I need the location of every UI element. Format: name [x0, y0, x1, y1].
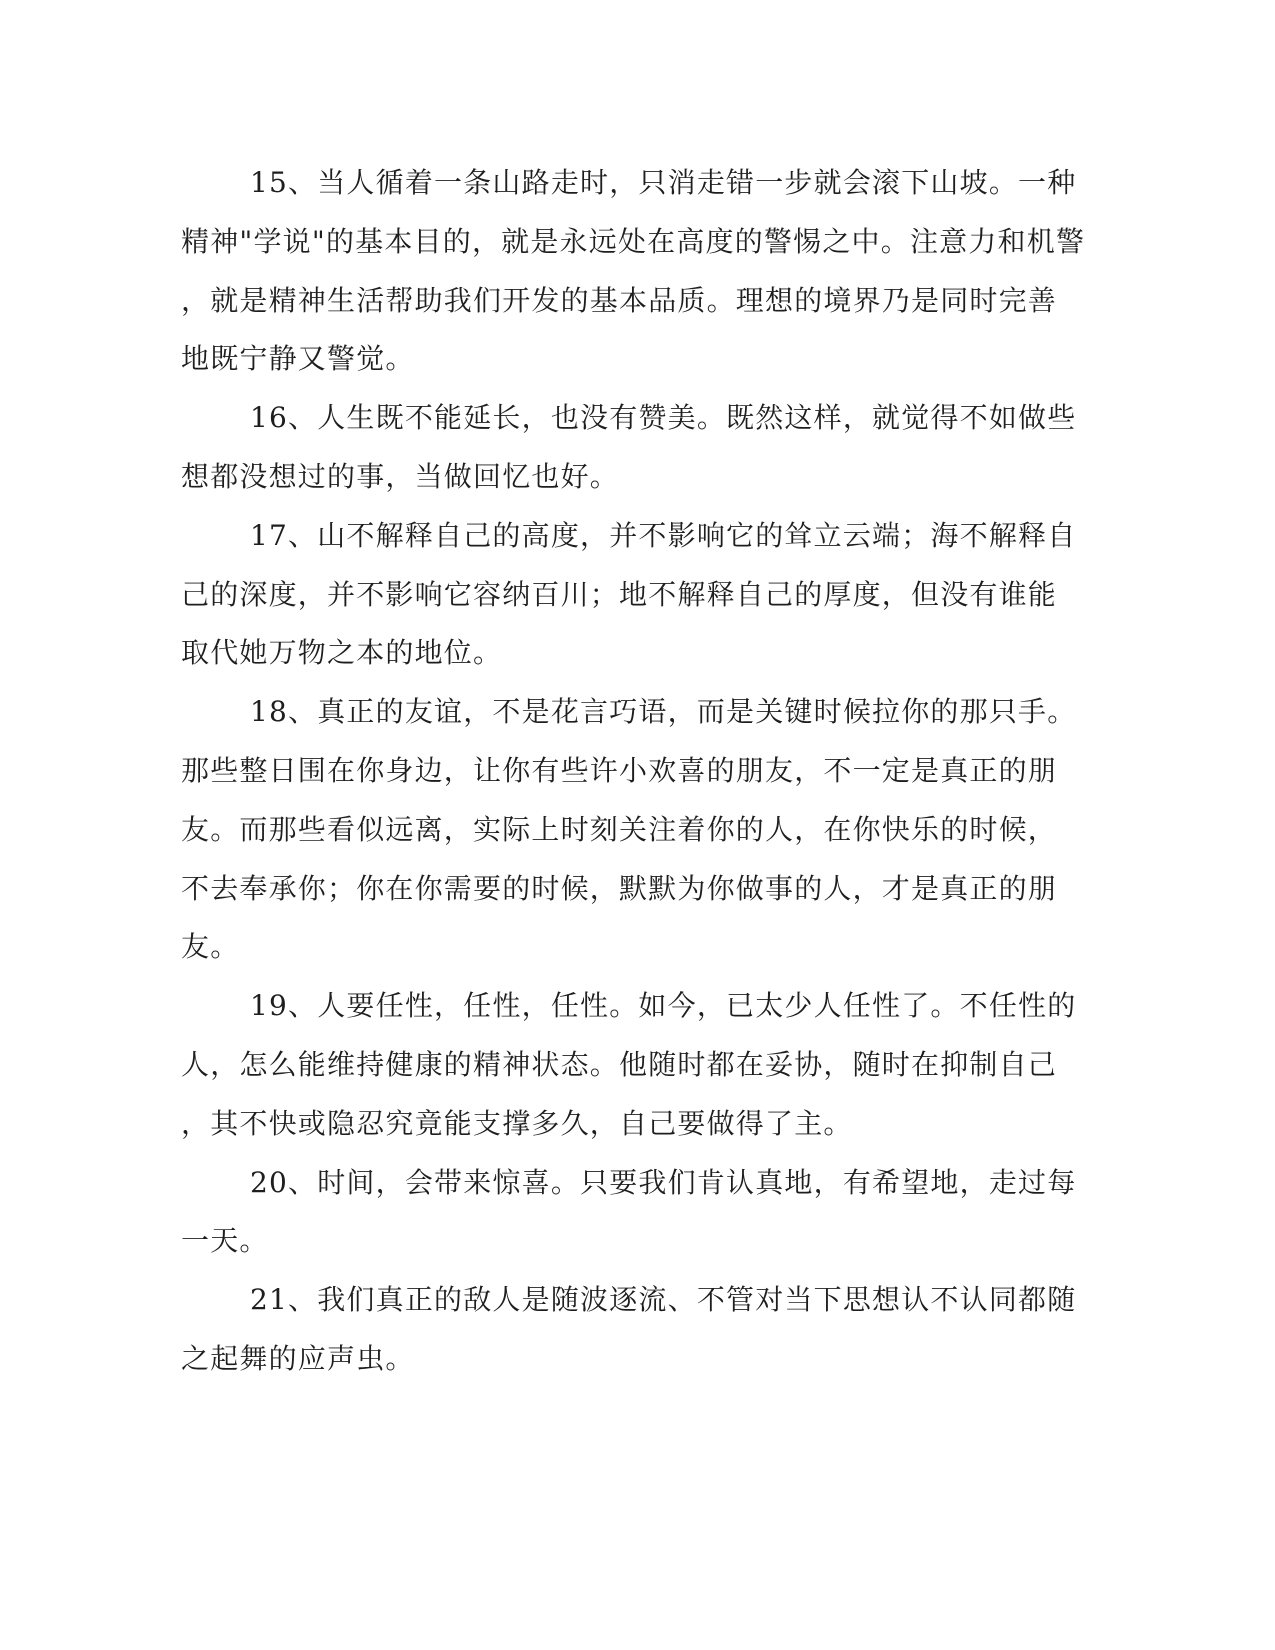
paragraph-line: 20、时间，会带来惊喜。只要我们肯认真地，有希望地，走过每 [250, 1165, 1077, 1199]
paragraph-19 [181, 977, 1077, 1153]
paragraph-line: 友。而那些看似远离，实际上时刻关注着你的人，在你快乐的时候， [181, 812, 1058, 846]
paragraph-line: 21、我们真正的敌人是随波逐流、不管对当下思想认不认同都随 [250, 1283, 1077, 1317]
paragraph-line: 地既宁静又警觉。 [181, 342, 415, 376]
document-page [181, 154, 1086, 1389]
paragraph-16 [181, 389, 1077, 507]
paragraph-line: 己的深度，并不影响它容纳百川；地不解释自己的厚度，但没有谁能 [181, 577, 1058, 611]
paragraph-line: 想都没想过的事，当做回忆也好。 [181, 459, 620, 493]
paragraph-line: 19、人要任性，任性，任性。如今，已太少人任性了。不任性的 [250, 989, 1077, 1023]
paragraph-line: 友。 [181, 930, 240, 964]
paragraph-line: ，就是精神生活帮助我们开发的基本品质。理想的境界乃是同时完善 [181, 283, 1058, 317]
paragraph-line: 15、当人循着一条山路走时，只消走错一步就会滚下山坡。一种 [250, 166, 1077, 199]
paragraph-15 [181, 154, 1086, 389]
paragraph-21 [181, 1271, 1077, 1389]
paragraph-line: 取代她万物之本的地位。 [181, 636, 503, 670]
paragraph-line: 18、真正的友谊，不是花言巧语，而是关键时候拉你的那只手。 [250, 695, 1077, 729]
paragraph-line: 之起舞的应声虫。 [181, 1341, 415, 1375]
paragraph-line: 精神"学说"的基本目的，就是永远处在高度的警惕之中。注意力和机警 [181, 224, 1086, 258]
paragraph-20 [181, 1154, 1077, 1272]
paragraph-line: 17、山不解释自己的高度，并不影响它的耸立云端；海不解释自 [250, 518, 1077, 552]
paragraph-line: 16、人生既不能延长，也没有赞美。既然这样，就觉得不如做些 [250, 401, 1077, 435]
paragraph-line: 人，怎么能维持健康的精神状态。他随时都在妥协，随时在抑制自己 [181, 1047, 1058, 1081]
paragraph-line: 一天。 [181, 1224, 269, 1258]
paragraph-line: ，其不快或隐忍究竟能支撑多久，自己要做得了主。 [181, 1106, 853, 1140]
paragraph-line: 那些整日围在你身边，让你有些许小欢喜的朋友，不一定是真正的朋 [181, 753, 1058, 787]
paragraph-17 [181, 507, 1077, 683]
paragraph-line: 不去奉承你；你在你需要的时候，默默为你做事的人，才是真正的朋 [181, 871, 1058, 905]
paragraph-18 [181, 683, 1077, 977]
